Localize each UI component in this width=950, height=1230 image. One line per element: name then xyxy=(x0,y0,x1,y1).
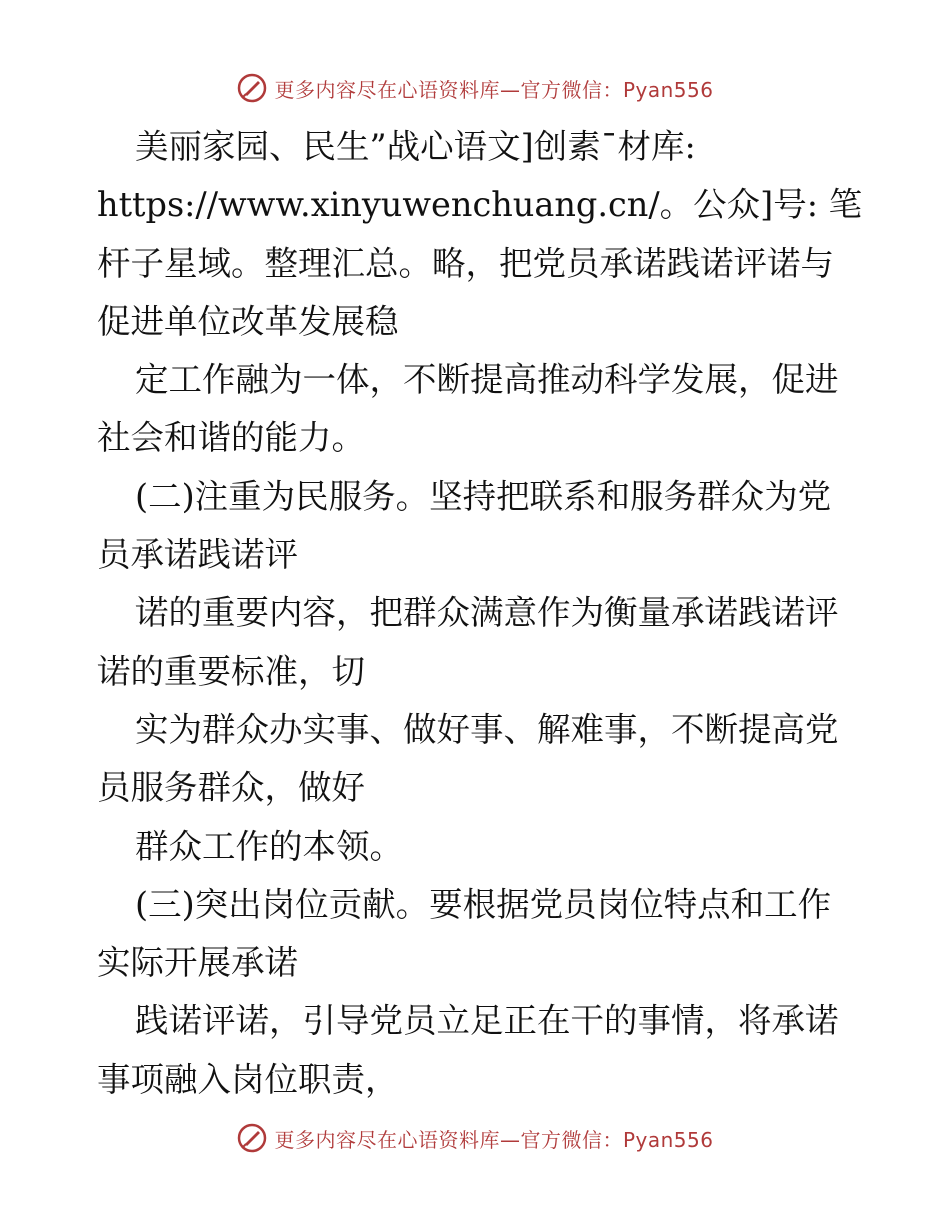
body-line: 员服务群众，做好 xyxy=(97,768,365,808)
body-line: 群众工作的本领。 xyxy=(135,826,403,866)
body-line: 美丽家园、民生”战心语文]创素¯材库: xyxy=(135,127,696,166)
body-line: 践诺评诺，引导党员立足正在干的事情，将承诺 xyxy=(135,1001,839,1041)
header-banner-text: 更多内容尽在心语资料库—官方微信：Pyan556 xyxy=(274,77,714,102)
body-line: (三)突出岗位贡献。要根据党员岗位特点和工作 xyxy=(135,884,832,924)
body-line: 定工作融为一体，不断提高推动科学发展，促进 xyxy=(135,360,839,400)
body-line: 杆子星域。整理汇总。略，把党员承诺践诺评诺与 xyxy=(97,243,834,283)
header-banner xyxy=(0,72,950,104)
quill-seal-icon xyxy=(236,1122,268,1154)
body-line: 社会和谐的能力。 xyxy=(97,418,365,458)
body-line: 实为群众办实事、做好事、解难事，不断提高党 xyxy=(135,709,839,749)
body-line: 诺的重要内容，把群众满意作为衡量承诺践诺评 xyxy=(135,593,839,633)
body-line: 事项融入岗位职责， xyxy=(97,1059,399,1099)
quill-seal-icon xyxy=(236,72,268,104)
body-line: 实际开展承诺 xyxy=(97,943,298,983)
footer-banner-text: 更多内容尽在心语资料库—官方微信：Pyan556 xyxy=(274,1127,714,1152)
footer-banner xyxy=(0,1122,950,1154)
body-line: 促进单位改革发展稳 xyxy=(97,301,399,341)
document-body xyxy=(97,118,863,1109)
body-line: 员承诺践诺评 xyxy=(97,535,298,575)
body-line: 诺的重要标准，切 xyxy=(97,651,365,691)
body-line: (二)注重为民服务。坚持把联系和服务群众为党 xyxy=(135,476,832,516)
body-line: https://www.xinyuwenchuang.cn/。公众]号: 笔 xyxy=(97,185,863,225)
